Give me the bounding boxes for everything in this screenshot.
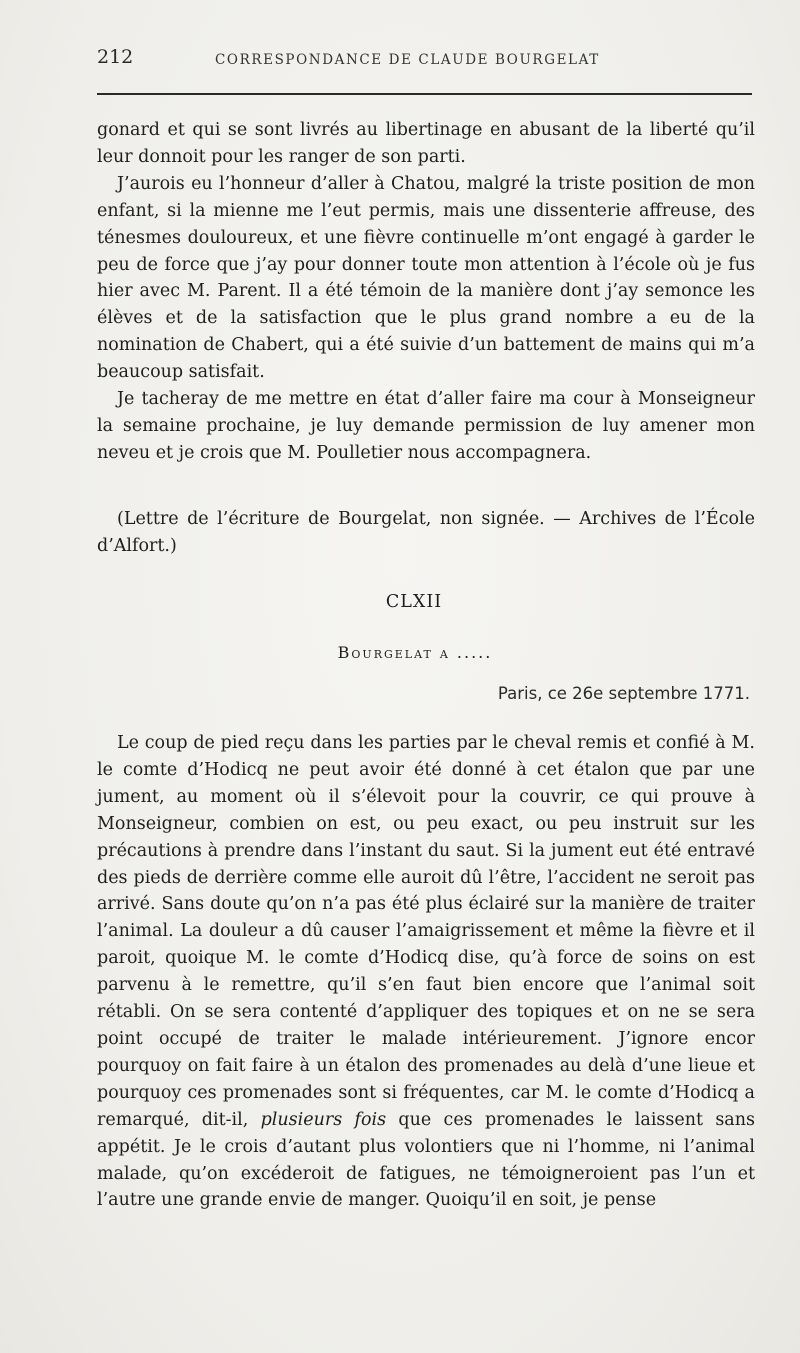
paragraph: J’aurois eu l’honneur d’aller à Chatou, malgré la triste position de mon enfant, si la mienne me l’eut permis, mais une dissenterie affreuse, des ténesmes douloureux, et une fièvre continuelle m’ont engagé à garder le peu de force que j’ay pour donner toute mon attention à l’école où je fus hier avec M. Parent. Il a été témoin de la manière dont j’ay semonce les élèves et de la satisfaction que le plus grand nombre a eu de la nomination de Chabert, qui a été suivie d’un battement de mains qui m’a beaucoup satisfait. — [97, 173, 755, 383]
previous-letter-continuation — [97, 117, 755, 467]
letter-addressee: Bourgelat a ..... — [337, 643, 493, 662]
running-head: CORRESPONDANCE DE CLAUDE BOURGELAT — [215, 52, 600, 68]
letter-dateline: Paris, ce 26e septembre 1771. — [497, 684, 750, 703]
paragraph: Je tacheray de me mettre en état d’aller faire ma cour à Monseigneur la semaine prochaine, je luy demande permission de luy amener mon neveu et je crois que M. Poulletier nous accompagnera. — [97, 389, 755, 463]
letter-number: CLXII — [385, 592, 443, 612]
letter-body — [97, 730, 755, 1214]
header-rule — [97, 93, 752, 95]
italic-phrase: plusieurs fois — [260, 1109, 387, 1130]
source-note-text: (Lettre de l’écriture de Bourgelat, non signée. — Archives de l’École d’Alfort.) — [97, 509, 755, 556]
page-number: 212 — [97, 46, 134, 68]
paragraph: gonard et qui se sont livrés au libertinage en abusant de la liberté qu’il leur donnoit pour les ranger de son parti. — [97, 120, 755, 167]
paragraph-text: Le coup de pied reçu dans les parties par le cheval remis et confié à M. le comte d’Hodicq ne peut avoir été donné à cet étalon que par une jument, au moment où il s’élevoit pour la couvrir, ce qui prouve à Monseigneur, combien on est, ou peu exact, ou peu instruit sur les précautions à prendre dans l’instant du saut. Si la jument eut été entravé des pieds de derrière comme elle auroit dû l’être, l’accident ne seroit pas arrivé. Sans doute qu’on n’a pas été plus éclairé sur la manière de traiter l’animal. La douleur a dû causer l’amaigrissement et même la fièvre et il paroit, quoique M. le comte d’Hodicq dise, qu’à force de soins on est parvenu à le remettre, qu’il s’en faut bien encore que l’animal soit rétabli. On se sera contenté d’appliquer des topiques et on ne se sera point occupé de traiter le malade intérieurement. J’ignore encor pourquoy on fait faire à un étalon des promenades au delà d’une lieue et pourquoy ces promenades sont si fréquentes, car M. le comte d’Hodicq a remarqué, dit-il, — [97, 733, 755, 1130]
page-header — [97, 46, 752, 76]
paragraph — [97, 730, 755, 1214]
paragraph-text: que ces promenades le laissent sans appétit. Je le crois d’autant plus volontiers que ni l’homme, ni l’animal malade, qu’on excéderoit de fatigues, ne témoigneroient pas l’un et l’autre une grande envie de manger. Quoiqu’il en soit, je pense — [97, 1109, 755, 1211]
source-note — [97, 506, 755, 560]
